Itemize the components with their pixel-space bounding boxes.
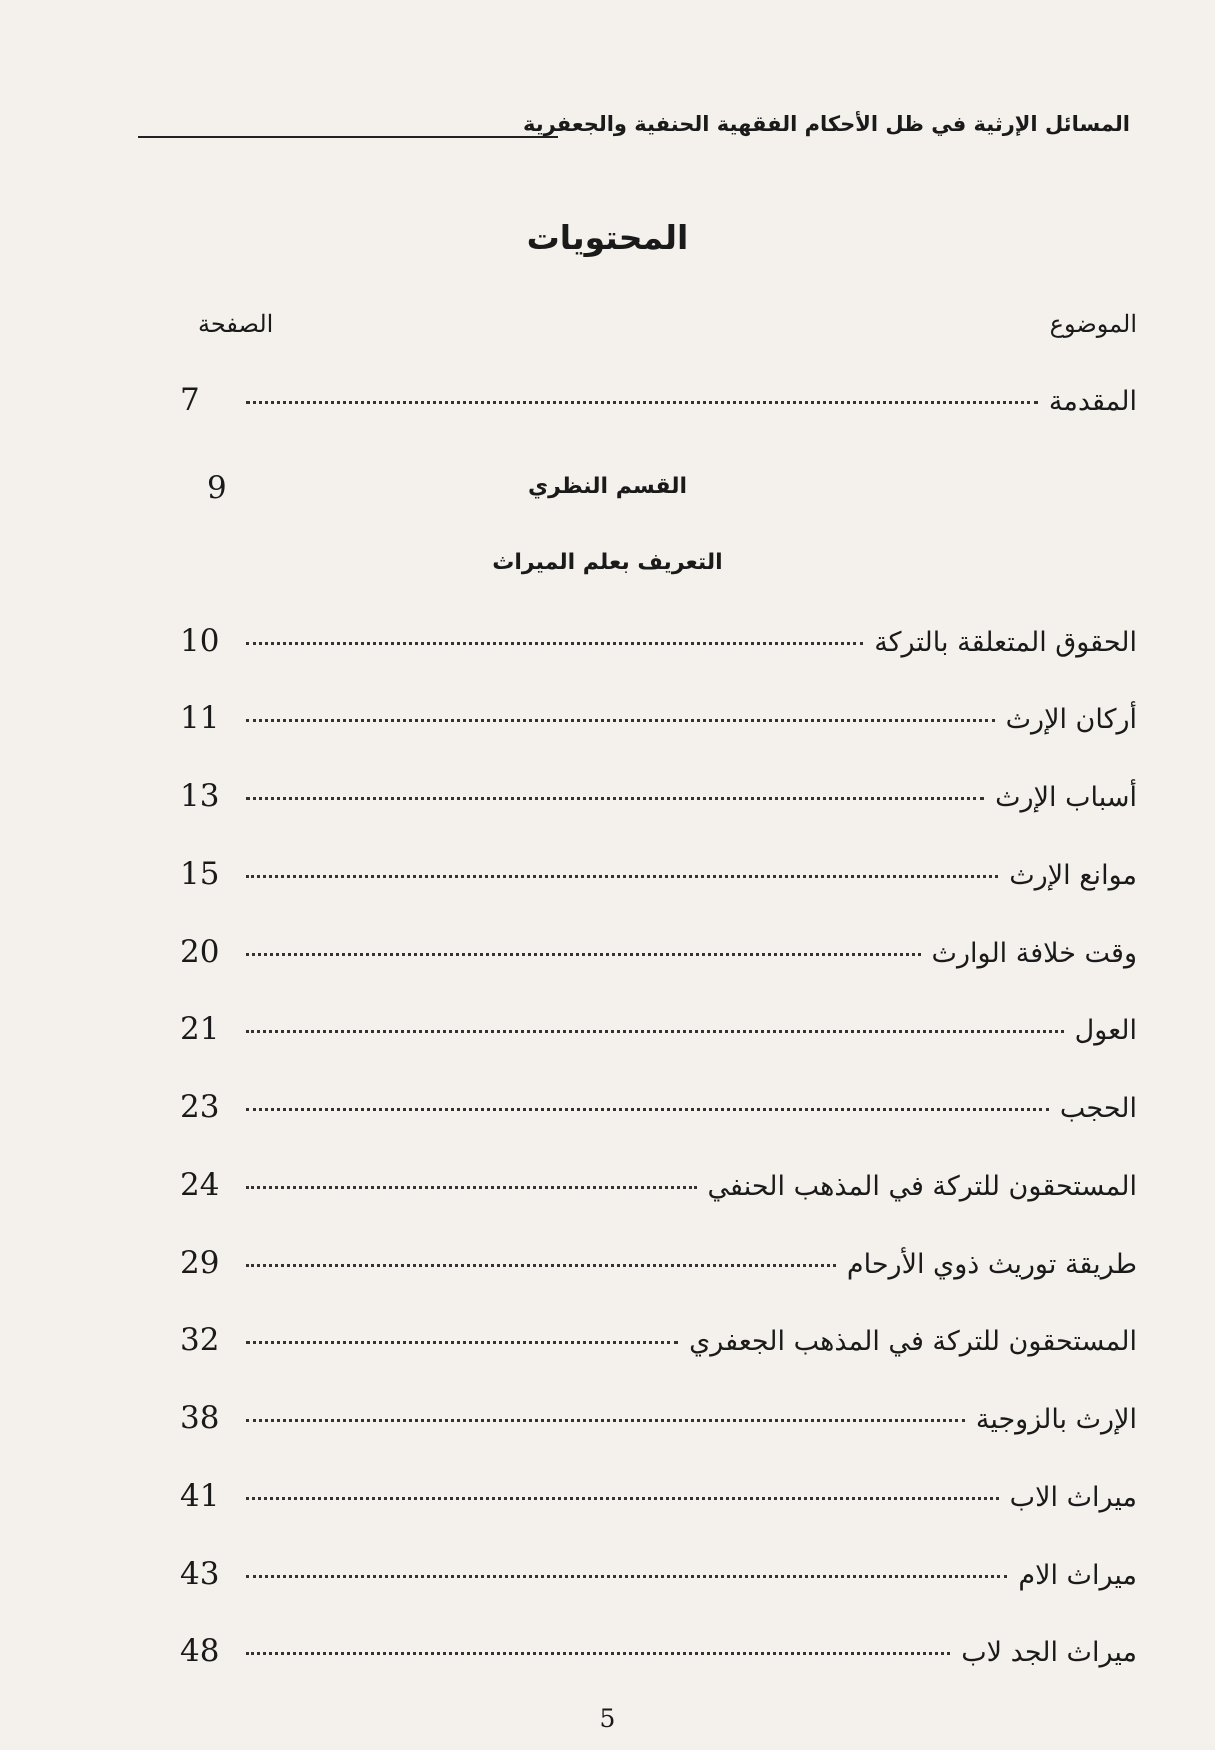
toc-entry xyxy=(180,1245,1137,1295)
contents-title: المحتويات xyxy=(526,218,689,257)
dot-leader xyxy=(246,953,921,956)
section-subheading: التعريف بعلم الميراث xyxy=(492,550,723,575)
toc-entry-title: ميراث الجد لاب xyxy=(961,1637,1137,1668)
dot-leader xyxy=(246,1030,1064,1033)
page-number: 5 xyxy=(599,1704,616,1733)
toc-entry-title: وقت خلافة الوارث xyxy=(931,938,1137,969)
toc-entry-page: 41 xyxy=(180,1478,220,1514)
toc-entry-title: العول xyxy=(1074,1015,1137,1046)
toc-entry-title: الحجب xyxy=(1059,1093,1137,1124)
dot-leader xyxy=(246,1341,678,1344)
toc-entry-page: 11 xyxy=(180,700,220,736)
column-header-topic: الموضوع xyxy=(1049,310,1137,338)
dot-leader xyxy=(246,1186,697,1189)
toc-entry xyxy=(180,1167,1137,1217)
toc-entry xyxy=(180,1322,1137,1372)
toc-entry-page: 38 xyxy=(180,1400,220,1436)
toc-entry xyxy=(180,1556,1137,1606)
toc-entry-introduction xyxy=(180,382,1137,432)
dot-leader xyxy=(246,1652,950,1655)
toc-entry-title: ميراث الام xyxy=(1018,1560,1137,1591)
toc-entry-page: 48 xyxy=(180,1633,220,1669)
toc-entry-page: 32 xyxy=(180,1322,220,1358)
dot-leader xyxy=(246,797,984,800)
section-page: 9 xyxy=(207,470,227,506)
header-rule xyxy=(138,136,558,138)
dot-leader xyxy=(246,719,995,722)
toc-entry-title: المقدمة xyxy=(1048,386,1137,417)
toc-entry xyxy=(180,1011,1137,1061)
toc-entry-page: 21 xyxy=(180,1011,220,1047)
toc-entry-page: 13 xyxy=(180,778,220,814)
running-header: المسائل الإرثية في ظل الأحكام الفقهية الحنفية والجعفرية xyxy=(523,112,1130,136)
toc-entry-title: الإرث بالزوجية xyxy=(975,1404,1137,1435)
dot-leader xyxy=(246,642,863,645)
toc-entry xyxy=(180,700,1137,750)
dot-leader xyxy=(246,1108,1049,1111)
toc-entry xyxy=(180,1089,1137,1139)
toc-entry-page: 43 xyxy=(180,1556,220,1592)
toc-entry xyxy=(180,1400,1137,1450)
toc-entry xyxy=(180,778,1137,828)
toc-entry-page: 7 xyxy=(180,382,200,418)
dot-leader xyxy=(246,1497,999,1500)
toc-entry-title: المستحقون للتركة في المذهب الحنفي xyxy=(707,1171,1137,1202)
toc-entry-page: 20 xyxy=(180,934,220,970)
dot-leader xyxy=(246,401,1038,404)
toc-entry-page: 15 xyxy=(180,856,220,892)
toc-entry xyxy=(180,856,1137,906)
dot-leader xyxy=(246,1264,836,1267)
toc-entry xyxy=(180,1633,1137,1683)
toc-entry xyxy=(180,934,1137,984)
toc-entry xyxy=(180,623,1137,673)
toc-entry-title: طريقة توريث ذوي الأرحام xyxy=(846,1249,1137,1280)
toc-entry-title: الحقوق المتعلقة بالتركة xyxy=(874,627,1137,658)
toc-entry-page: 10 xyxy=(180,623,220,659)
dot-leader xyxy=(246,875,998,878)
toc-entry-page: 23 xyxy=(180,1089,220,1125)
toc-entry-title: ميراث الاب xyxy=(1009,1482,1137,1513)
toc-entry-page: 24 xyxy=(180,1167,220,1203)
section-heading: القسم النظري xyxy=(528,474,687,499)
toc-entry-title: موانع الإرث xyxy=(1009,860,1137,891)
dot-leader xyxy=(246,1575,1007,1578)
toc-entry-title: المستحقون للتركة في المذهب الجعفري xyxy=(689,1326,1137,1357)
toc-entry-title: أركان الإرث xyxy=(1005,704,1137,735)
dot-leader xyxy=(246,1419,965,1422)
toc-entry-title: أسباب الإرث xyxy=(995,782,1137,813)
toc-entry-page: 29 xyxy=(180,1245,220,1281)
column-header-page: الصفحة xyxy=(198,310,274,338)
toc-entry xyxy=(180,1478,1137,1528)
